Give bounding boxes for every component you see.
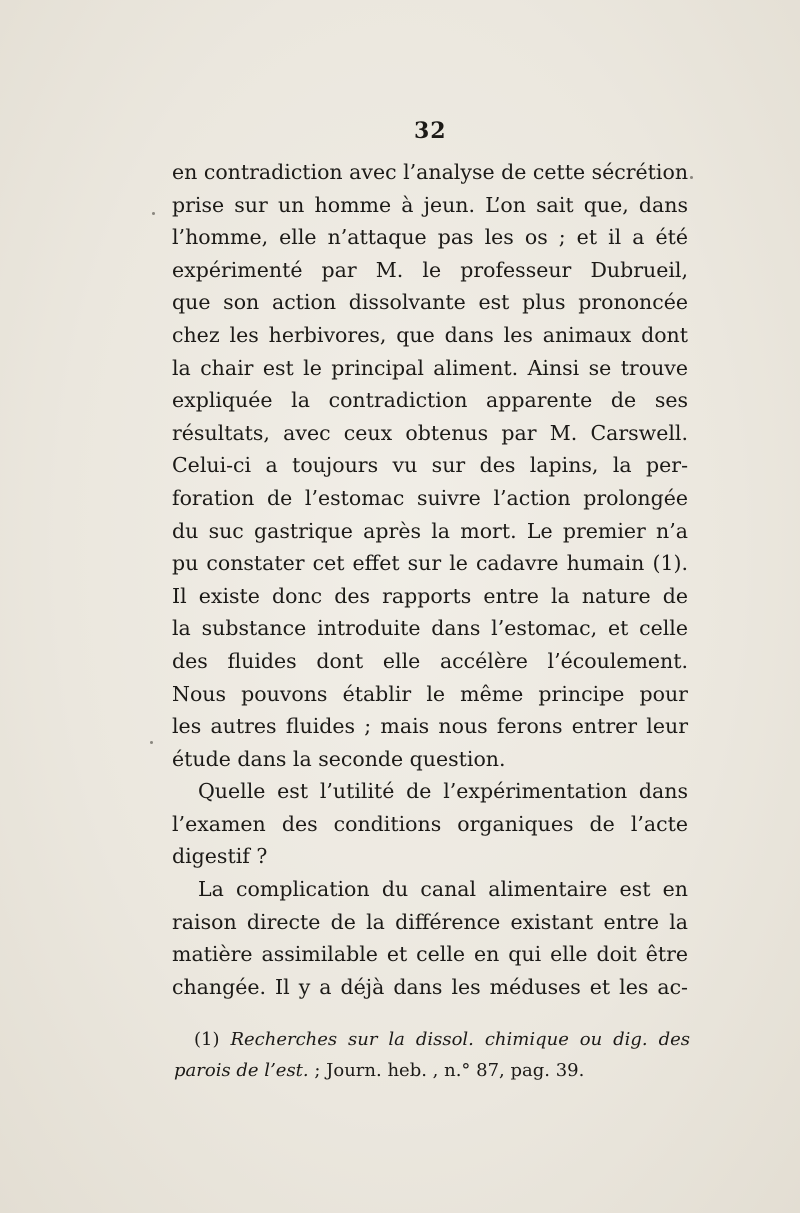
text-line: résultats, avec ceux obtenus par M. Carswell.: [172, 420, 688, 445]
text-line: matière assimilable et celle en qui elle doit être: [172, 942, 688, 967]
footnote-marker: (1): [194, 1029, 220, 1050]
text-line: expérimenté par M. le professeur Dubrueil,: [172, 257, 688, 282]
text-line: foration de l’estomac suivre l’action prolongée: [172, 485, 688, 510]
paper-speck: [690, 176, 693, 179]
paper-speck: [152, 212, 155, 215]
text-line: la chair est le principal aliment. Ainsi se trouve: [172, 355, 688, 380]
text-line: chez les herbivores, que dans les animaux dont: [172, 322, 688, 347]
text-line: prise sur un homme à jeun. L’on sait que, dans: [172, 192, 688, 217]
text-line: Nous pouvons établir le même principe pour: [172, 681, 688, 706]
question-heading-line: Quelle est l’utilité de l’expérimentation dans: [198, 779, 688, 804]
footnote: [174, 1024, 690, 1086]
text-line: des fluides dont elle accélère l’écoulement.: [172, 648, 688, 673]
text-line: étude dans la seconde question.: [172, 746, 506, 771]
text-line: l’homme, elle n’attaque pas les os ; et il a été: [172, 225, 688, 250]
footnote-reference: ; Journ. heb. , n.° 87, pag. 39.: [314, 1060, 585, 1081]
footnote-line: [174, 1055, 690, 1086]
text-line: en contradiction avec l’analyse de cette sécrétion: [172, 160, 689, 184]
text-line: Il existe donc des rapports entre la nature de: [172, 583, 688, 608]
footnote-title: Recherches sur la dissol. chimique ou dig. des: [230, 1029, 690, 1050]
text-line: Celui-ci a toujours vu sur des lapins, la per-: [172, 453, 688, 478]
text-line: changée. Il y a déjà dans les méduses et les ac-: [172, 974, 688, 999]
question-heading-line: digestif ?: [172, 844, 268, 869]
text-line: expliquée la contradiction apparente de ses: [172, 388, 688, 413]
question-heading-line: l’examen des conditions organiques de l’acte: [172, 811, 688, 836]
text-line: du suc gastrique après la mort. Le premier n’a: [172, 518, 688, 543]
text-line: les autres fluides ; mais nous ferons entrer leur: [172, 714, 688, 739]
text-line: la substance introduite dans l’estomac, et celle: [172, 616, 688, 641]
text-line: raison directe de la différence existant entre la: [172, 909, 688, 934]
page-number: 32: [414, 118, 447, 144]
text-line: que son action dissolvante est plus prononcée: [172, 290, 688, 315]
body-text: [172, 156, 688, 1003]
paper-speck: [150, 741, 153, 744]
footnote-title-end: parois de l’est.: [174, 1060, 309, 1081]
text-line: pu constater cet effet sur le cadavre humain (1).: [172, 551, 688, 576]
footnote-line: [194, 1024, 690, 1055]
text-line: La complication du canal alimentaire est en: [198, 877, 688, 902]
